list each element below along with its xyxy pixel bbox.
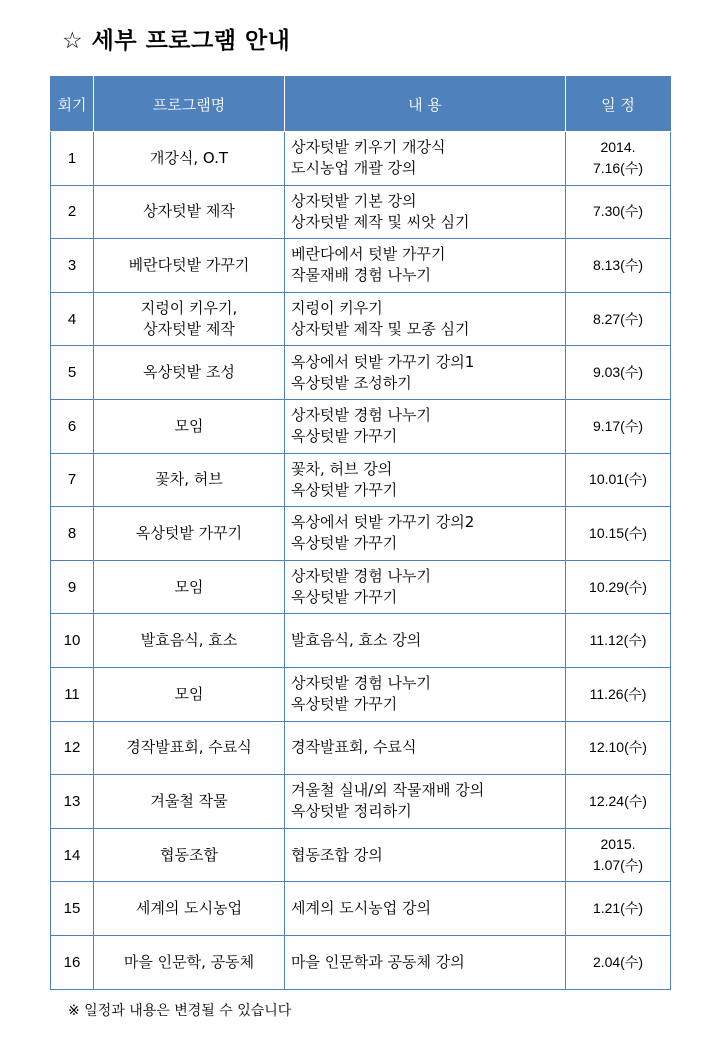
table-row <box>51 775 671 829</box>
session-number-cell: 7 <box>51 453 94 507</box>
session-number-cell: 15 <box>51 882 94 936</box>
content-cell <box>285 935 566 989</box>
date-cell <box>566 346 671 400</box>
date-cell <box>566 935 671 989</box>
content-cell-line: 옥상텃밭 가꾸기 <box>291 480 398 499</box>
program-name-cell-line: 경작발표회, 수료식 <box>126 738 252 757</box>
header-content: 내 용 <box>285 77 566 132</box>
program-name-cell-line: 옥상텃밭 조성 <box>143 363 235 382</box>
date-cell-line: 10.15(수) <box>589 524 647 541</box>
program-name-cell <box>94 560 285 614</box>
program-name-cell <box>94 292 285 346</box>
content-cell-line: 겨울철 실내/외 작물재배 강의 <box>291 781 485 800</box>
date-cell <box>566 185 671 239</box>
program-name-cell-line: 베란다텃밭 가꾸기 <box>128 255 250 274</box>
content-cell <box>285 775 566 829</box>
table-row <box>51 292 671 346</box>
date-cell <box>566 828 671 882</box>
date-cell-line: 8.27(수) <box>592 310 644 327</box>
session-number-cell: 4 <box>51 292 94 346</box>
header-program-name: 프로그램명 <box>94 77 285 132</box>
content-cell <box>285 614 566 668</box>
date-cell <box>566 560 671 614</box>
content-cell-line: 옥상텃밭 가꾸기 <box>291 534 398 553</box>
program-name-cell <box>94 667 285 721</box>
date-cell <box>566 882 671 936</box>
table-body <box>51 132 671 990</box>
date-cell-line: 11.26(수) <box>589 685 647 702</box>
session-number-cell: 5 <box>51 346 94 400</box>
session-number-cell: 6 <box>51 399 94 453</box>
session-number-cell: 10 <box>51 614 94 668</box>
table-row <box>51 560 671 614</box>
date-cell-line: 8.13(수) <box>592 256 644 273</box>
date-cell <box>566 239 671 293</box>
content-cell-line: 상자텃밭 제작 및 씨앗 심기 <box>291 212 470 231</box>
content-cell <box>285 346 566 400</box>
content-cell <box>285 828 566 882</box>
content-cell-line: 꽃차, 허브 강의 <box>291 459 393 478</box>
content-cell-line: 세계의 도시농업 강의 <box>291 899 431 918</box>
program-name-cell <box>94 507 285 561</box>
table-row <box>51 346 671 400</box>
content-cell-line: 마을 인문학과 공동체 강의 <box>291 952 465 971</box>
program-name-cell-line: 발효음식, 효소 <box>140 631 238 650</box>
date-cell-line: 9.17(수) <box>592 417 644 434</box>
program-name-cell <box>94 828 285 882</box>
program-name-cell <box>94 185 285 239</box>
date-cell-line: 2.04(수) <box>592 953 644 970</box>
table-row <box>51 828 671 882</box>
program-name-cell-line: 모임 <box>174 416 204 435</box>
date-cell <box>566 667 671 721</box>
content-cell <box>285 507 566 561</box>
table-row <box>51 453 671 507</box>
session-number-cell: 3 <box>51 239 94 293</box>
program-name-cell <box>94 132 285 186</box>
date-cell-line: 7.30(수) <box>592 203 644 220</box>
date-cell <box>566 453 671 507</box>
content-cell <box>285 292 566 346</box>
program-name-cell-line: 겨울철 작물 <box>150 791 228 810</box>
table-row <box>51 185 671 239</box>
content-cell-line: 발효음식, 효소 강의 <box>291 631 422 650</box>
program-name-cell <box>94 399 285 453</box>
date-cell-line: 9.03(수) <box>592 364 644 381</box>
content-cell-line: 옥상텃밭 정리하기 <box>291 802 412 821</box>
session-number-cell: 9 <box>51 560 94 614</box>
table-row <box>51 935 671 989</box>
content-cell-line: 상자텃밭 기본 강의 <box>291 191 417 210</box>
content-cell <box>285 185 566 239</box>
date-cell-line: 12.24(수) <box>589 792 647 809</box>
table-row <box>51 721 671 775</box>
session-number-cell: 11 <box>51 667 94 721</box>
table-row <box>51 667 671 721</box>
table-row <box>51 614 671 668</box>
program-name-cell-line: 모임 <box>174 577 204 596</box>
program-name-cell <box>94 721 285 775</box>
program-name-cell <box>94 346 285 400</box>
table-row <box>51 132 671 186</box>
session-number-cell: 13 <box>51 775 94 829</box>
date-cell-line: 2015. <box>600 836 636 853</box>
program-name-cell <box>94 239 285 293</box>
header-date: 일 정 <box>566 77 671 132</box>
content-cell-line: 옥상텃밭 조성하기 <box>291 373 412 392</box>
content-cell-line: 옥상텃밭 가꾸기 <box>291 427 398 446</box>
content-cell-line: 옥상텃밭 가꾸기 <box>291 588 398 607</box>
program-name-cell <box>94 614 285 668</box>
content-cell <box>285 882 566 936</box>
date-cell-line: 7.16(수) <box>592 160 644 177</box>
program-schedule-table <box>50 76 671 990</box>
program-name-cell-line: 세계의 도시농업 <box>135 899 243 918</box>
date-cell <box>566 614 671 668</box>
program-name-cell-line: 마을 인문학, 공동체 <box>123 952 255 971</box>
program-name-cell-line: 상자텃밭 제작 <box>143 320 235 339</box>
program-name-cell <box>94 775 285 829</box>
date-cell-line: 1.21(수) <box>592 900 644 917</box>
content-cell-line: 베란다에서 텃밭 가꾸기 <box>291 245 446 264</box>
session-number-cell: 1 <box>51 132 94 186</box>
footnote: ※ 일정과 내용은 변경될 수 있습니다 <box>68 1003 292 1019</box>
program-name-cell <box>94 935 285 989</box>
session-number-cell: 12 <box>51 721 94 775</box>
content-cell <box>285 667 566 721</box>
content-cell <box>285 721 566 775</box>
program-name-cell <box>94 882 285 936</box>
content-cell <box>285 560 566 614</box>
date-cell-line: 11.12(수) <box>589 632 647 649</box>
date-cell <box>566 507 671 561</box>
session-number-cell: 14 <box>51 828 94 882</box>
date-cell <box>566 132 671 186</box>
page-title: ☆ 세부 프로그램 안내 <box>62 28 291 54</box>
content-cell-line: 상자텃밭 제작 및 모종 심기 <box>291 320 470 339</box>
content-cell-line: 경작발표회, 수료식 <box>291 738 417 757</box>
date-cell-line: 10.01(수) <box>589 471 647 488</box>
date-cell-line: 2014. <box>600 139 636 156</box>
content-cell-line: 상자텃밭 경험 나누기 <box>291 674 431 693</box>
content-cell-line: 상자텃밭 경험 나누기 <box>291 406 431 425</box>
content-cell <box>285 399 566 453</box>
content-cell-line: 옥상에서 텃밭 가꾸기 강의1 <box>291 352 475 371</box>
content-cell-line: 지렁이 키우기 <box>291 299 383 318</box>
header-session-no: 회기 <box>51 77 94 132</box>
content-cell <box>285 239 566 293</box>
content-cell-line: 도시농업 개괄 강의 <box>291 159 417 178</box>
session-number-cell: 16 <box>51 935 94 989</box>
date-cell-line: 12.10(수) <box>589 739 647 756</box>
date-cell <box>566 775 671 829</box>
table-row <box>51 507 671 561</box>
program-name-cell-line: 개강식, O.T <box>149 148 229 167</box>
session-number-cell: 2 <box>51 185 94 239</box>
content-cell-line: 협동조합 강의 <box>291 845 383 864</box>
content-cell-line: 상자텃밭 경험 나누기 <box>291 567 431 586</box>
program-name-cell-line: 상자텃밭 제작 <box>143 202 235 221</box>
table-header-row <box>51 77 671 132</box>
date-cell-line: 10.29(수) <box>589 578 647 595</box>
content-cell-line: 작물재배 경험 나누기 <box>291 266 431 285</box>
program-name-cell-line: 협동조합 <box>160 845 218 864</box>
date-cell <box>566 399 671 453</box>
table-row <box>51 399 671 453</box>
program-name-cell-line: 지렁이 키우기, <box>140 299 238 318</box>
program-name-cell <box>94 453 285 507</box>
table-row <box>51 882 671 936</box>
date-cell-line: 1.07(수) <box>592 857 644 874</box>
session-number-cell: 8 <box>51 507 94 561</box>
content-cell-line: 상자텃밭 키우기 개강식 <box>291 138 446 157</box>
program-name-cell-line: 꽃차, 허브 <box>155 470 223 489</box>
content-cell <box>285 453 566 507</box>
content-cell-line: 옥상에서 텃밭 가꾸기 강의2 <box>291 513 475 532</box>
table-row <box>51 239 671 293</box>
date-cell <box>566 721 671 775</box>
program-name-cell-line: 옥상텃밭 가꾸기 <box>135 523 243 542</box>
content-cell-line: 옥상텃밭 가꾸기 <box>291 695 398 714</box>
date-cell <box>566 292 671 346</box>
content-cell <box>285 132 566 186</box>
program-name-cell-line: 모임 <box>174 684 204 703</box>
